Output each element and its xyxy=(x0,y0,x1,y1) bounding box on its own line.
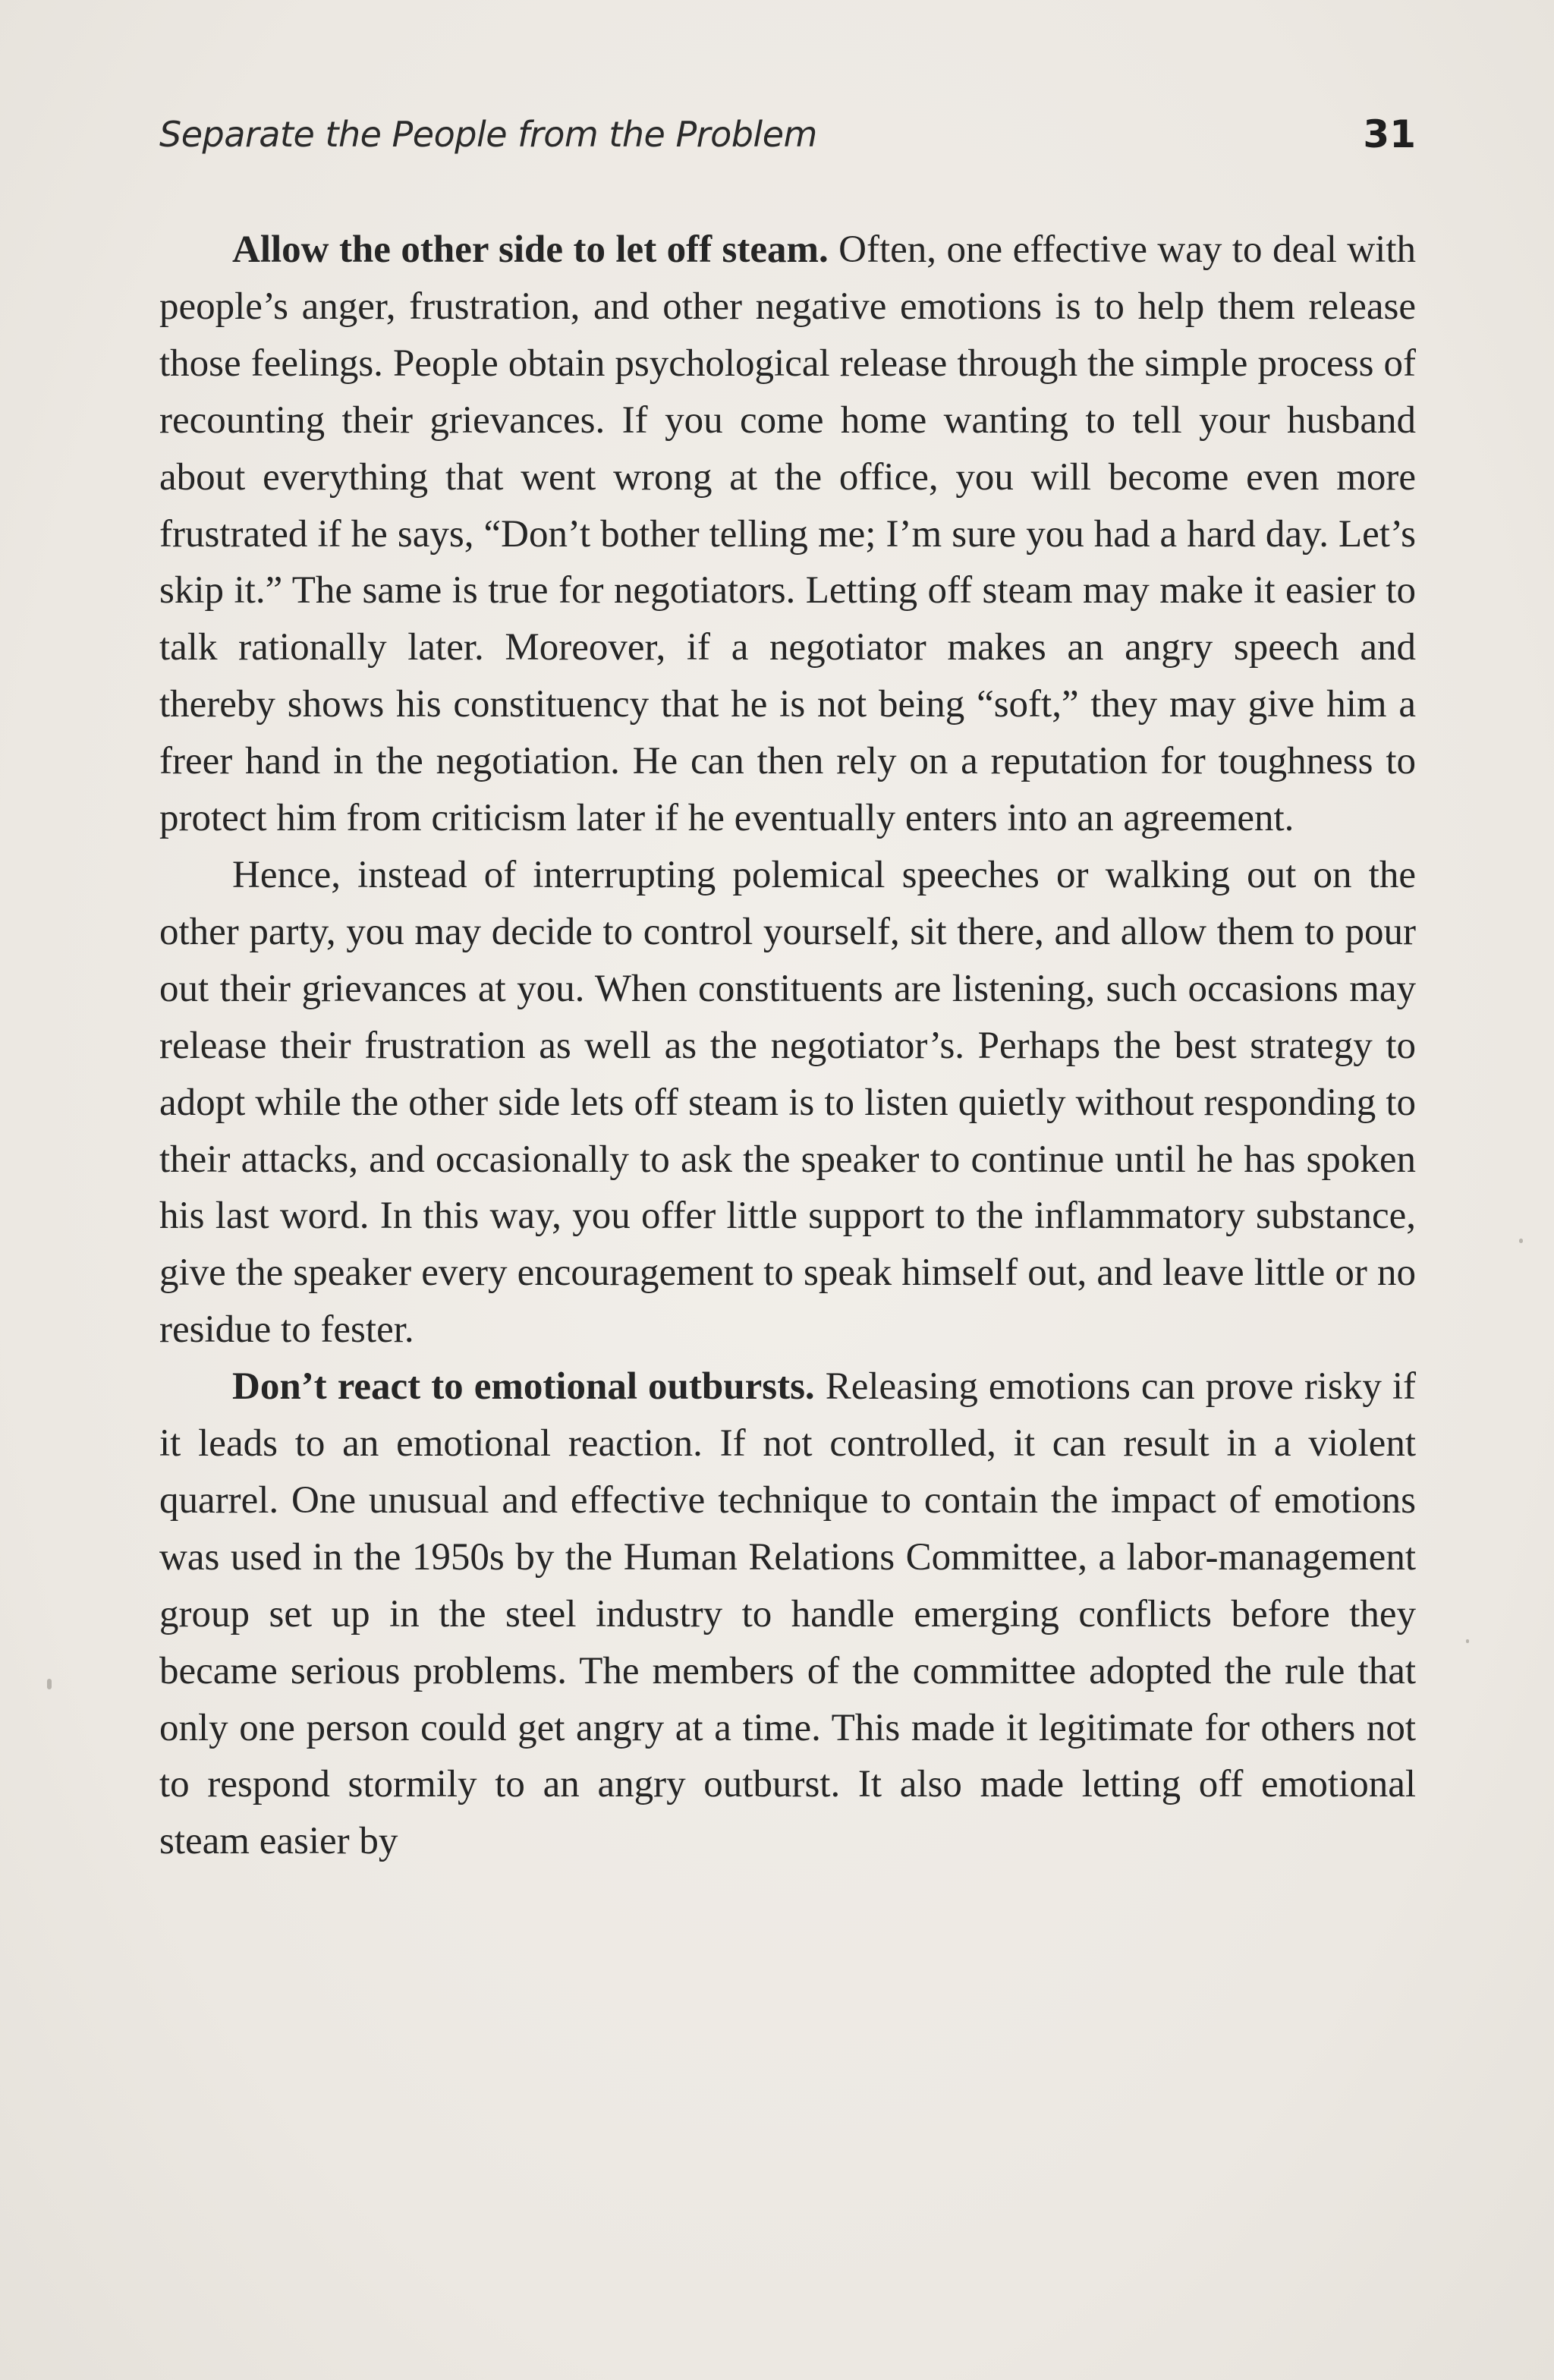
paragraph-hence xyxy=(159,847,1416,1358)
page-number: 31 xyxy=(1363,112,1416,156)
scan-speck xyxy=(1466,1639,1469,1643)
running-head xyxy=(159,114,1416,175)
paragraph-text: Hence, instead of interrupting polemical speeches or walking out on the other party, you may decide to control yourself, sit there, and allow them to pour out their grievances at you. When constituents are listening, such occasions may release their frustration as well as the negotiator’s. Perhaps the best strategy to adopt while the other side lets off steam is to listen quietly without responding to their attacks, and occasionally to ask the speaker to continue until he has spoken his last word. In this way, you offer little support to the inflammatory substance, give the speaker every encouragement to speak himself out, and leave little or no residue to fester. xyxy=(159,853,1416,1352)
body-text xyxy=(159,222,1416,1870)
paragraph-text: Often, one effective way to deal with people’s anger, frustration, and other negative emotions is to help them release those feelings. People obtain psychological release through the simple process of recounting their grievances. If you come home wanting to tell your husband about everything that went wrong at the office, you will become even more frustrated if he says, “Don’t bother telling me; I’m sure you had a hard day. Let’s skip it.” The same is true for negotiators. Letting off steam may make it easier to talk rationally later. Moreover, if a negotiator makes an angry speech and thereby shows his constituency that he is not being “soft,” they may give him a freer hand in the negotiation. He can then rely on a reputation for toughness to protect him from criticism later if he eventually enters into an agreement. xyxy=(159,228,1417,840)
run-in-heading: Don’t react to emotional outbursts. xyxy=(232,1365,815,1409)
run-in-heading: Allow the other side to let off steam. xyxy=(232,228,829,271)
scan-speck xyxy=(1519,1239,1523,1243)
chapter-title: Separate the People from the Problem xyxy=(159,114,817,155)
scan-speck xyxy=(47,1679,52,1689)
paragraph-let-off-steam xyxy=(159,222,1416,847)
paragraph-text: Releasing emotions can prove risky if it leads to an emotional reaction. If not controlled, it can result in a violent quarrel. One unusual and effective technique to contain the impact of emotions was used in the 1950s by the Human Relations Committee, a labor-management group set up in the steel industry to handle emerging conflicts before they became serious problems. The members of the committee adopted the rule that only one person could get angry at a time. This made it legitimate for others not to respond stormily to an angry outburst. It also made letting off emotional steam easier by xyxy=(159,1365,1417,1863)
paragraph-emotional-outbursts xyxy=(159,1358,1416,1870)
